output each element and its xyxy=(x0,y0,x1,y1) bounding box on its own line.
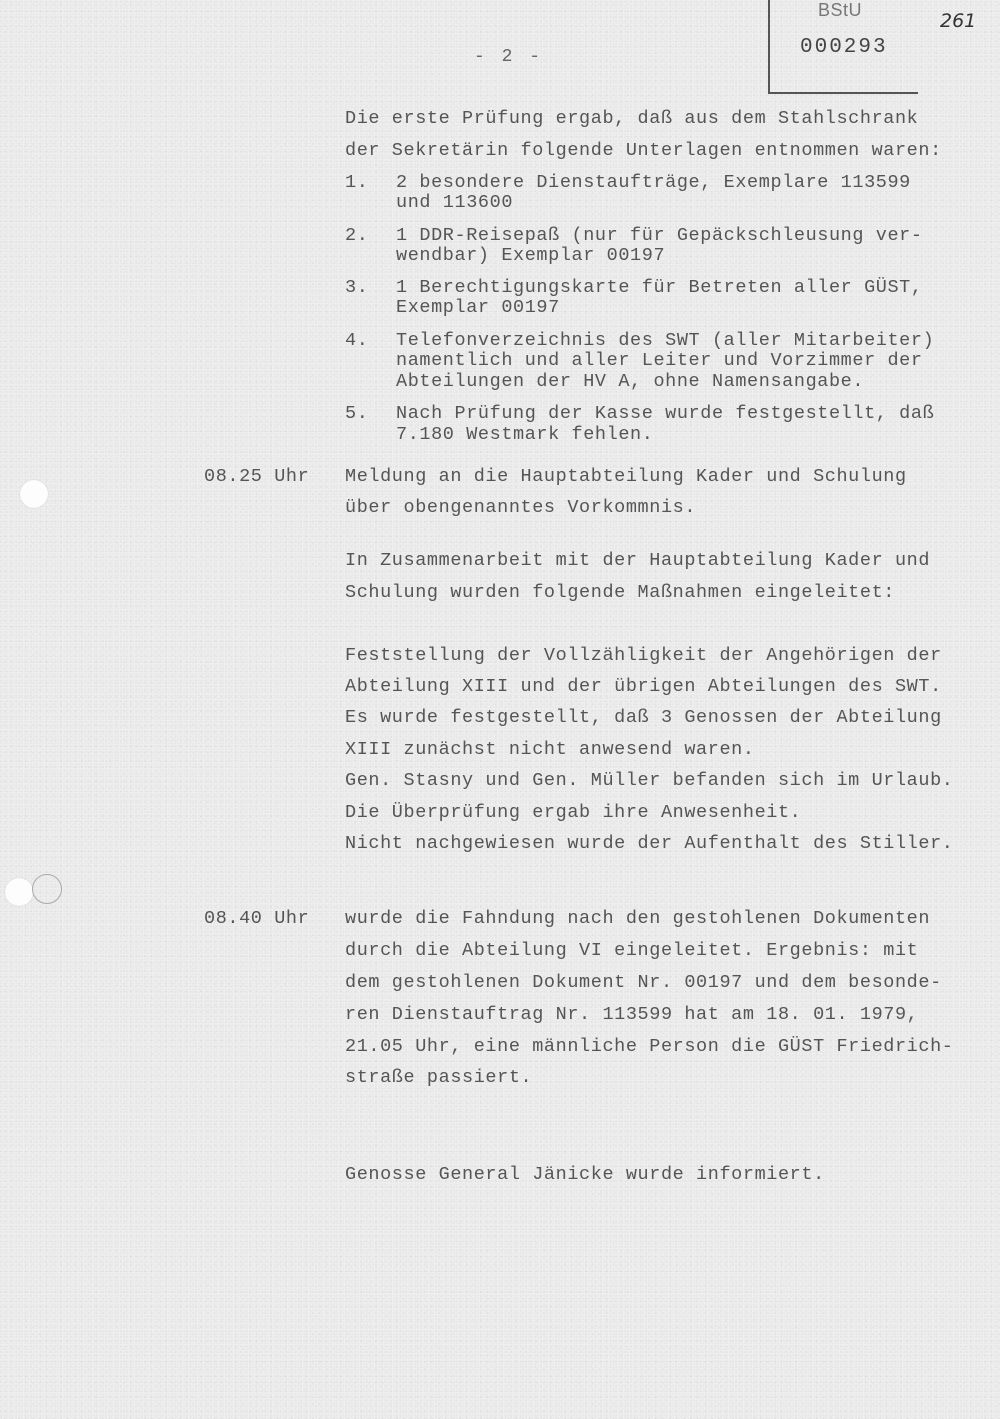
item-text: 7.180 Westmark fehlen. xyxy=(396,424,654,445)
entry-text: XIII zunächst nicht anwesend waren. xyxy=(345,739,755,760)
entry-text: wurde die Fahndung nach den gestohlenen Dokumenten xyxy=(345,908,931,929)
item-text: namentlich und aller Leiter und Vorzimmer der xyxy=(396,350,923,371)
entry-text: 21.05 Uhr, eine männliche Person die GÜST Friedrich- xyxy=(345,1036,954,1057)
entry-text: Nicht nachgewiesen wurde der Aufenthalt des Stiller. xyxy=(345,833,954,854)
stamp-organization: BStU xyxy=(818,0,863,20)
archive-stamp xyxy=(768,0,918,94)
item-number: 4. xyxy=(345,330,369,351)
entry-text: In Zusammenarbeit mit der Hauptabteilung Kader und xyxy=(345,550,931,571)
entry-text: Es wurde festgestellt, daß 3 Genossen der Abteilung xyxy=(345,707,942,728)
entry-text: dem gestohlenen Dokument Nr. 00197 und dem besonde- xyxy=(345,972,942,993)
entry-text: Gen. Stasny und Gen. Müller befanden sich im Urlaub. xyxy=(345,770,954,791)
item-text: Telefonverzeichnis des SWT (aller Mitarbeiter) xyxy=(396,330,935,351)
entry-text: durch die Abteilung VI eingeleitet. Ergebnis: mit xyxy=(345,940,919,961)
punch-hole xyxy=(20,480,48,508)
entry-text: Die Überprüfung ergab ihre Anwesenheit. xyxy=(345,802,802,823)
intro-line: Die erste Prüfung ergab, daß aus dem Stahlschrank xyxy=(345,108,919,129)
item-number: 3. xyxy=(345,277,369,298)
item-text: 1 Berechtigungskarte für Betreten aller GÜST, xyxy=(396,277,923,298)
intro-line: der Sekretärin folgende Unterlagen entnommen waren: xyxy=(345,140,942,161)
entry-text: ren Dienstauftrag Nr. 113599 hat am 18. 01. 1979, xyxy=(345,1004,919,1025)
item-text: Exemplar 00197 xyxy=(396,297,560,318)
entry-time: 08.25 Uhr xyxy=(204,466,310,487)
punch-hole-shadow xyxy=(32,874,62,904)
entry-time: 08.40 Uhr xyxy=(204,908,310,929)
item-text: 2 besondere Dienstaufträge, Exemplare 113599 xyxy=(396,172,911,193)
item-text: 1 DDR-Reisepaß (nur für Gepäckschleusung ver- xyxy=(396,225,923,246)
entry-text: straße passiert. xyxy=(345,1067,533,1088)
item-text: Nach Prüfung der Kasse wurde festgestellt, daß xyxy=(396,403,935,424)
item-number: 1. xyxy=(345,172,369,193)
item-text: Abteilungen der HV A, ohne Namensangabe. xyxy=(396,371,865,392)
entry-text: Schulung wurden folgende Maßnahmen eingeleitet: xyxy=(345,582,895,603)
stamp-number: 000293 xyxy=(800,36,888,59)
entry-text: über obengenanntes Vorkommnis. xyxy=(345,497,697,518)
entry-text: Meldung an die Hauptabteilung Kader und Schulung xyxy=(345,466,907,487)
item-number: 5. xyxy=(345,403,369,424)
item-text: und 113600 xyxy=(396,192,514,213)
page-number: - 2 - xyxy=(474,47,544,67)
entry-text: Genosse General Jänicke wurde informiert. xyxy=(345,1164,825,1185)
entry-text: Abteilung XIII und der übrigen Abteilungen des SWT. xyxy=(345,676,942,697)
entry-text: Feststellung der Vollzähligkeit der Angehörigen der xyxy=(345,645,942,666)
item-text: wendbar) Exemplar 00197 xyxy=(396,245,666,266)
item-number: 2. xyxy=(345,225,369,246)
punch-hole xyxy=(5,878,33,906)
handwritten-page-number: 261 xyxy=(940,10,977,32)
